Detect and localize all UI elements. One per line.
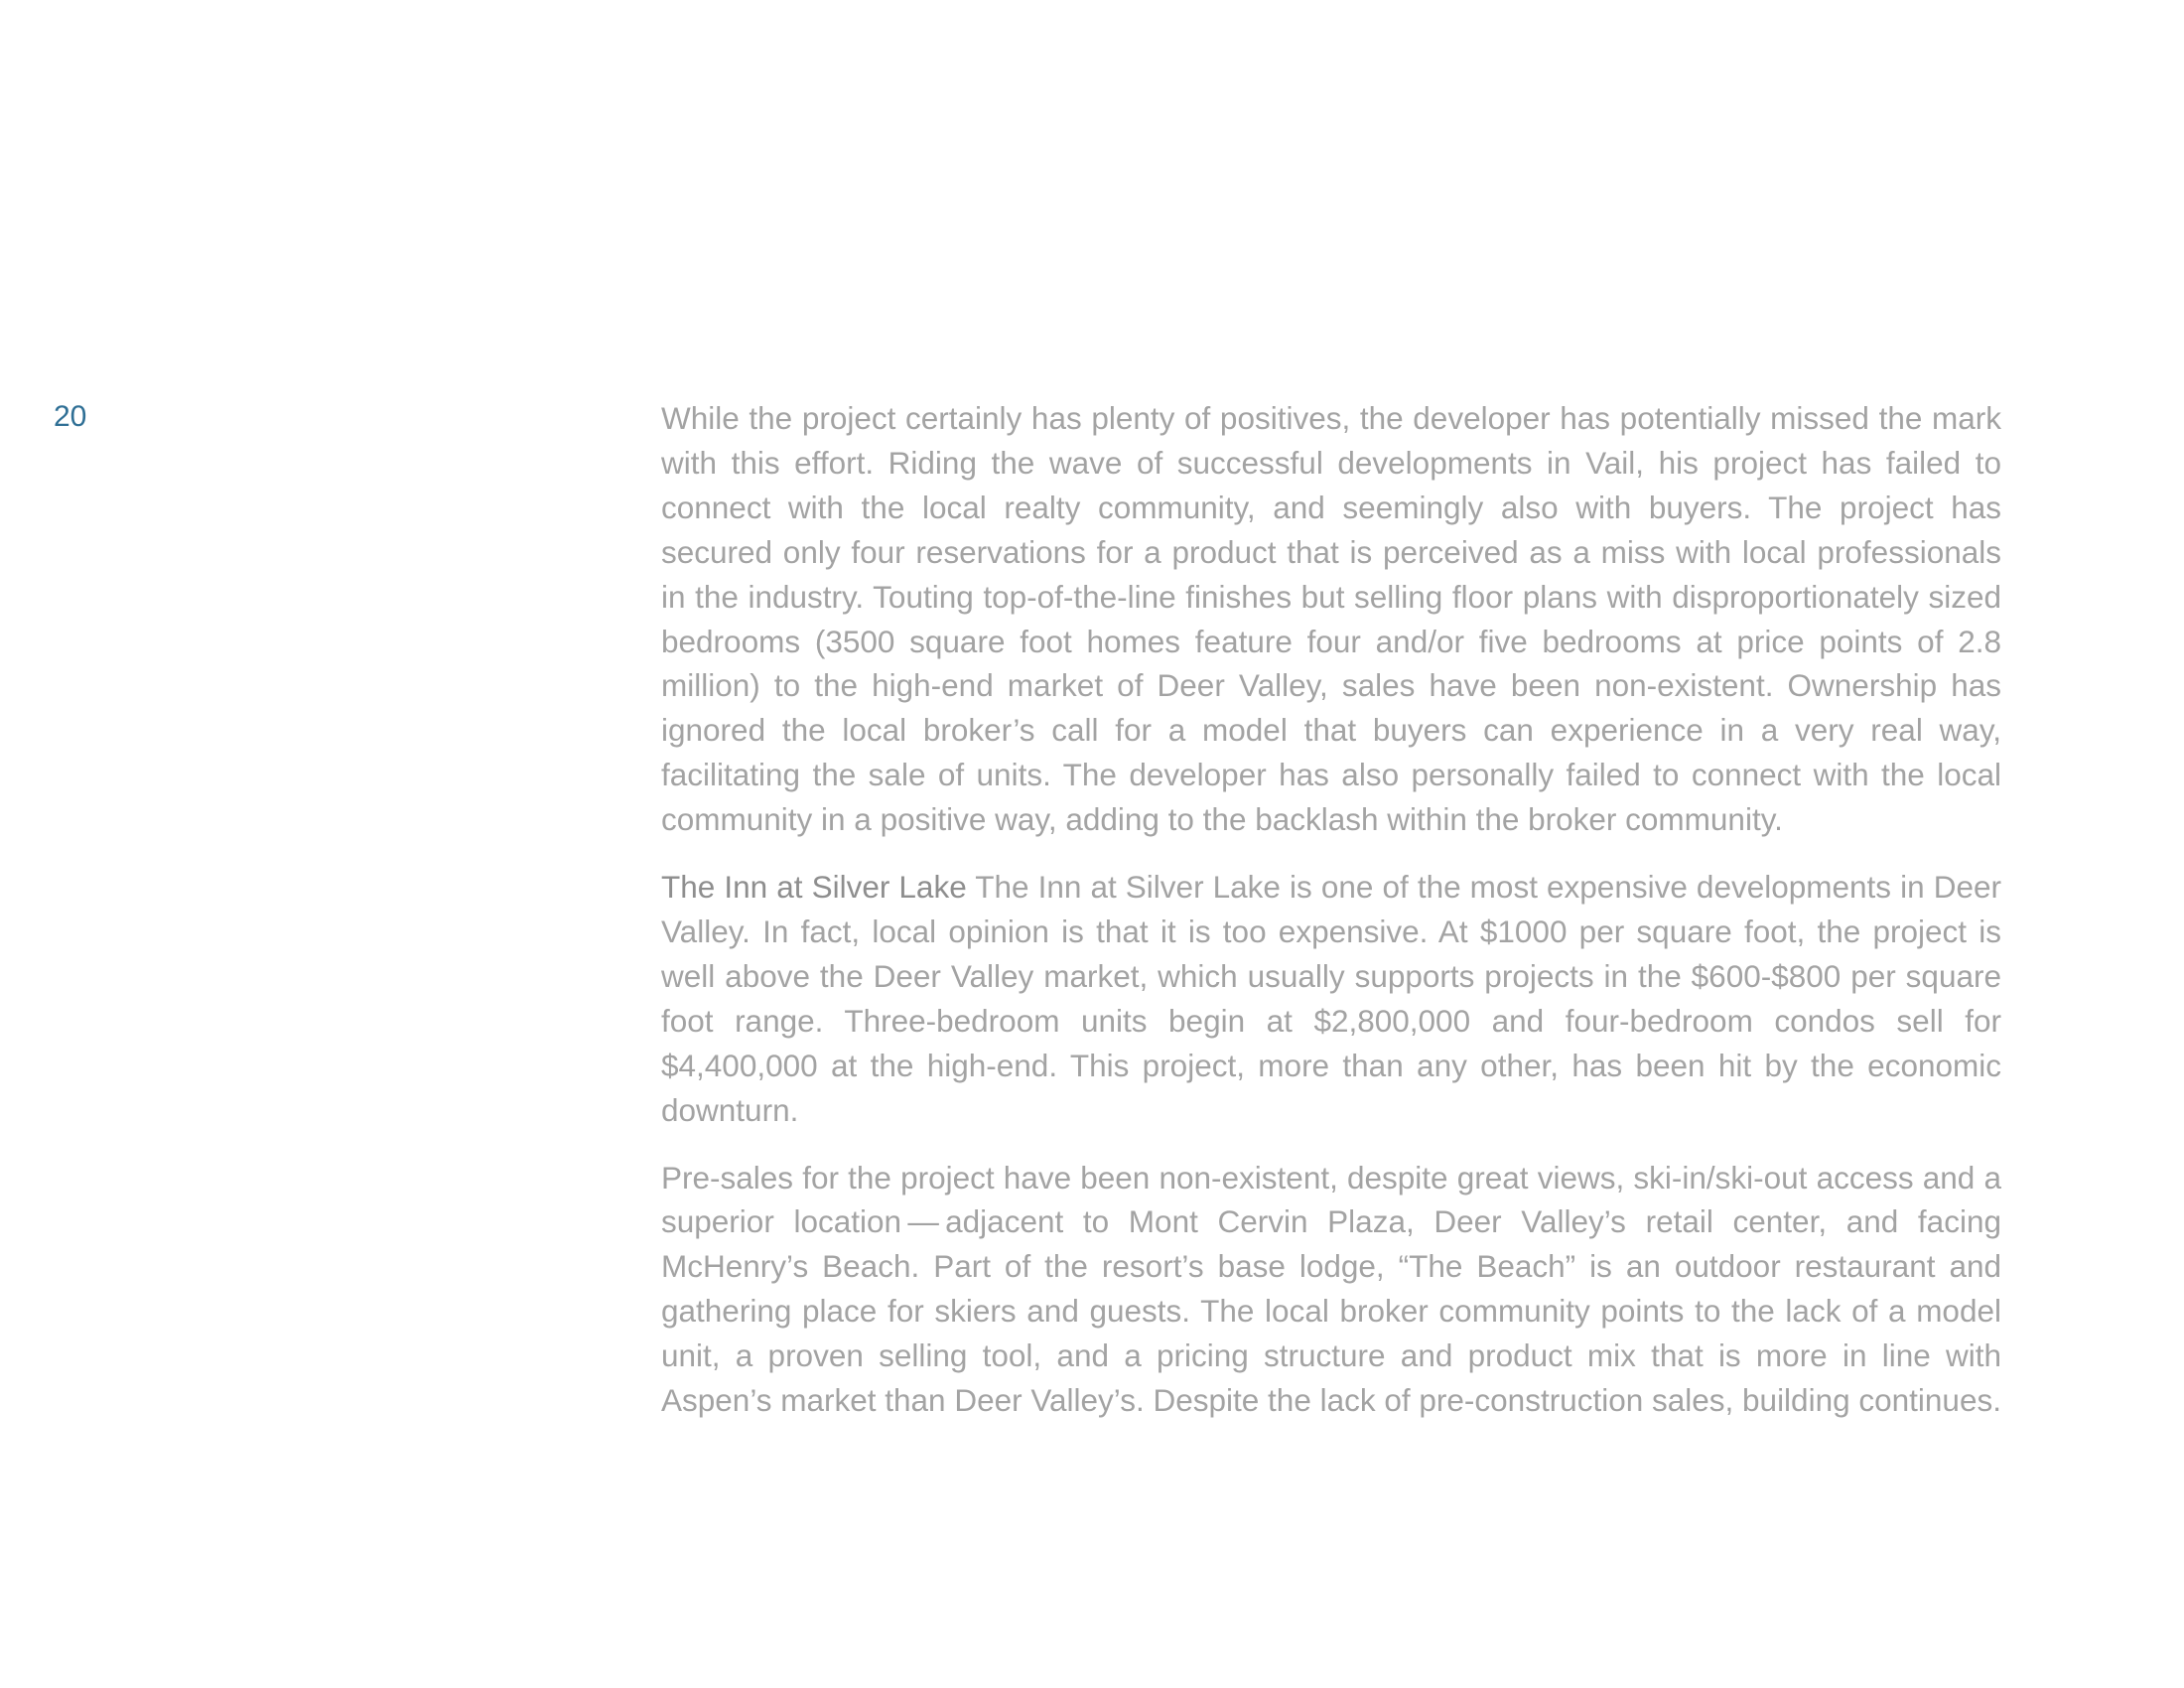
paragraph-inn-at-silver-lake: [661, 865, 2001, 1132]
paragraph-text: While the project certainly has plenty of positives, the developer has potentially missed the mark with this effort. Riding the wave of successful developments in Vail, his project has failed to connect with the local realty community, and seemingly also with buyers. The project has secured only four reservations for a product that is perceived as a miss with local professionals in the industry. Touting top-of-the-line finishes but selling floor plans with disproportionately sized bedrooms (3500 square foot homes feature four and/or five bedrooms at price points of 2.8 million) to the high-end market of Deer Valley, sales have been non-existent. Ownership has ignored the local broker’s call for a model that buyers can experience in a very real way, facilitating the sale of units. The developer has also personally failed to connect with the local community in a positive way, adding to the backlash within the broker community.: [661, 400, 2001, 838]
paragraph-developer-missed-mark: [661, 396, 2001, 842]
body-text-column: [661, 396, 2001, 1446]
paragraph-pre-sales: [661, 1156, 2001, 1423]
section-run-in-heading: The Inn at Silver Lake: [661, 869, 967, 906]
paragraph-text: Pre-sales for the project have been non-existent, despite great views, ski-in/ski-out access and a superior location — adjacent to Mont Cervin Plaza, Deer Valley’s retail center, and facing McHenry’s Beach. Part of the resort’s base lodge, “The Beach” is an outdoor restaurant and gathering place for skiers and guests. The local broker community points to the lack of a model unit, a proven selling tool, and a pricing structure and product mix that is more in line with Aspen’s market than Deer Valley’s. Despite the lack of pre-construction sales, building continues.: [661, 1159, 2001, 1419]
paragraph-text: The Inn at Silver Lake is one of the most expensive developments in Deer Valley. In fact, local opinion is that it is too expensive. At $1000 per square foot, the project is well above the Deer Valley market, which usually supports projects in the $600-$800 per square foot range. Three-bedroom units begin at $2,800,000 and four-bedroom condos sell for $4,400,000 at the high-end. This project, more than any other, has been hit by the economic downturn.: [661, 869, 2001, 1128]
page-number: 20: [54, 400, 87, 433]
